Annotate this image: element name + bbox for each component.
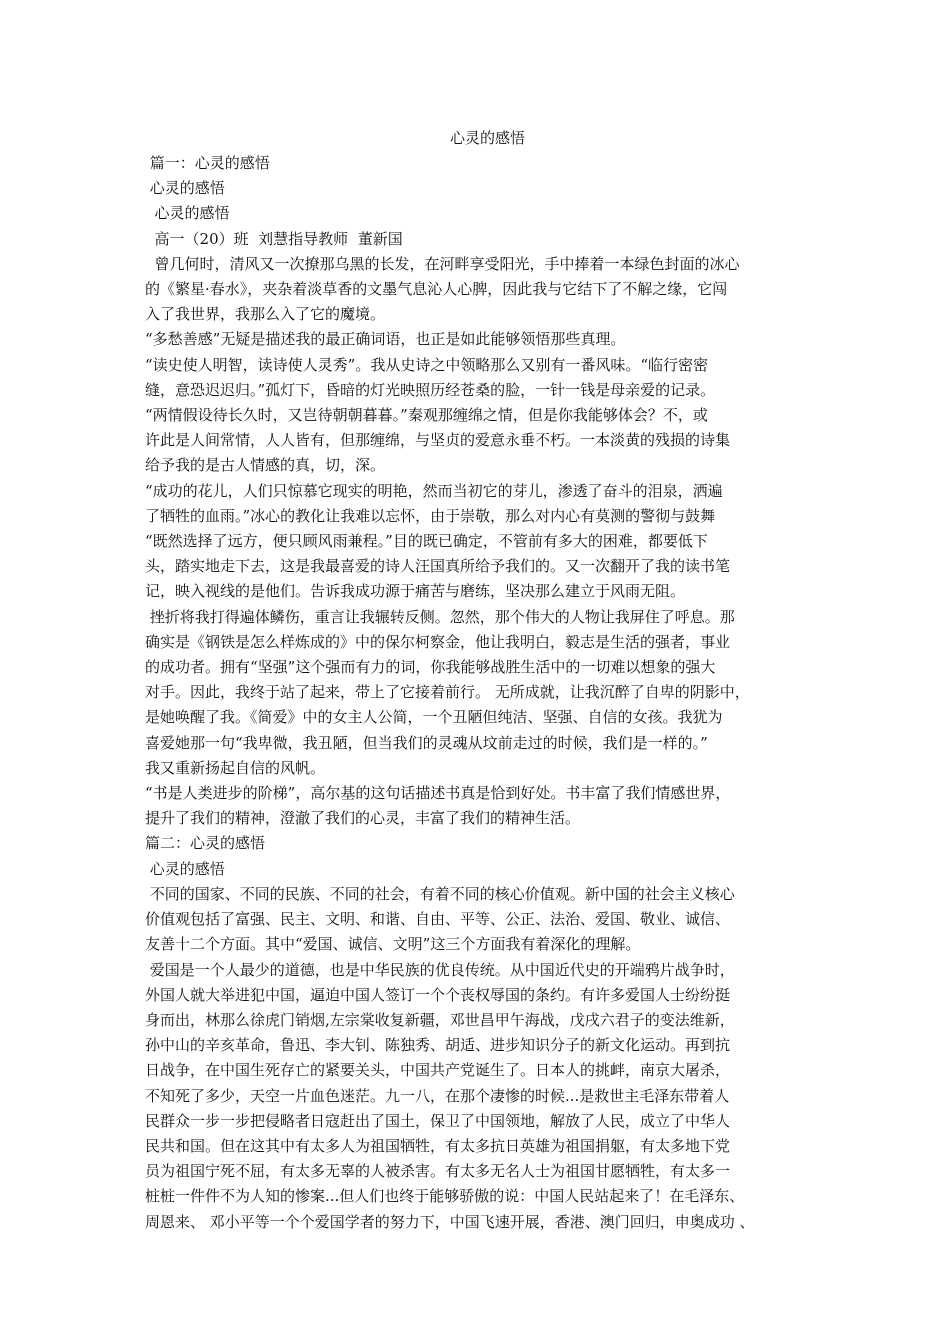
text-line: 心灵的感悟 [145,204,230,223]
text-line: “既然选择了远方，便只顾风雨兼程。”目的既已确定，不管前有多大的困难，都要低下 [145,532,708,551]
text-line: “成功的花儿，人们只惊慕它现实的明艳，然而当初它的芽儿，渗透了奋斗的泪泉，洒遍 [145,481,723,500]
text-line: 爱国是一个人最少的道德，也是中华民族的优良传统。从中国近代史的开端鸦片战争时， [145,960,735,979]
text-line: 不同的国家、不同的民族、不同的社会，有着不同的核心价值观。新中国的社会主义核心 [145,884,735,903]
text-line: 对手。因此，我终于站了起来，带上了它接着前行。 无所成就，让我沉醉了自卑的阴影中， [145,683,750,702]
text-line: 挫折将我打得遍体鳞伤，重言让我辗转反侧。忽然，那个伟大的人物让我屏住了呼息。那 [145,607,735,626]
text-line: 孙中山的辛亥革命，鲁迅、李大钊、陈独秀、胡适、进步知识分子的新文化运动。再到抗 [145,1036,731,1055]
text-line: 价值观包括了富强、民主、文明、和谐、自由、平等、公正、法治、爱国、敬业、诚信、 [145,910,731,929]
text-line: 民共和国。但在这其中有太多人为祖国牺牲，有太多抗日英雄为祖国捐躯，有太多地下党 [145,1136,731,1155]
text-line: 给予我的是古人情感的真，切，深。 [145,456,386,475]
text-line: 不知死了多少，天空一片血色迷茫。九一八，在那个凄惨的时候...是救世主毛泽东带着人 [145,1086,730,1105]
text-line: 的《繁星·春水》，夹杂着淡草香的文墨气息沁人心脾，因此我与它结下了不解之缘，它闯 [145,280,728,299]
text-line: 提升了我们的精神，澄澈了我们的心灵，丰富了我们的精神生活。 [145,809,581,828]
text-line: 桩桩一件件不为人知的惨案...但人们也终于能够骄傲的说：中国人民站起来了！在毛泽东、 [145,1187,745,1206]
text-line: 篇一：心灵的感悟 [145,154,270,172]
document-body [145,151,830,1235]
text-line: 确实是《钢铁是怎么样炼成的》中的保尔柯察金，他让我明白，毅志是生活的强者，事业 [145,632,731,651]
text-line: 身而出，林那么徐虎门销烟,左宗棠收复新疆，邓世昌甲午海战，戊戌六君子的变法维新， [145,1010,735,1029]
text-line: 民群众一步一步把侵略者日寇赶出了国土，保卫了中国领地，解放了人民，成立了中华人 [145,1111,731,1130]
text-line: 许此是人间常情，人人皆有，但那缠绵，与坚贞的爱意永垂不朽。一本淡黄的残损的诗集 [145,431,731,450]
document-title: 心灵的感悟 [449,129,525,147]
text-line: 高一（20）班 刘慧指导教师 董新国 [145,229,403,248]
text-line: 入了我世界，我那么入了它的魔境。 [145,305,386,324]
text-line: 篇二：心灵的感悟 [145,834,266,853]
document-page [145,126,830,1235]
text-line: 缝，意恐迟迟归。”孤灯下，昏暗的灯光映照历经苍桑的脸，一针一钱是母亲爱的记录。 [145,380,716,399]
text-line: 记，映入视线的是他们。告诉我成功源于痛苦与磨练，坚决那么建立于风雨无阻。 [145,582,686,601]
text-line: “两情假设待长久时，又岂待朝朝暮暮。”秦观那缠绵之情，但是你我能够体会？不，或 [145,406,708,425]
text-line: 了牺牲的血雨。”冰心的教化让我难以忘怀，由于崇敬，那么对内心有莫测的警彻与鼓舞 [145,506,716,525]
text-line: “读史使人明智，读诗使人灵秀”。我从史诗之中领略那么又别有一番风味。“临行密密 [145,355,709,374]
text-line: 喜爱她那一句“我卑微，我丑陋，但当我们的灵魂从坟前走过的时候，我们是一样的。” [145,733,708,752]
text-line: 外国人就大举进犯中国，逼迫中国人签订一个个丧权辱国的条约。有许多爱国人士纷纷挺 [145,985,731,1004]
text-line: 是她唤醒了我。《简爱》中的女主人公简，一个丑陋但纯洁、坚强、自信的女孩。我犹为 [145,708,723,727]
text-line: “书是人类进步的阶梯”，高尔基的这句话描述书真是恰到好处。书丰富了我们情感世界， [145,784,731,803]
text-line: 员为祖国宁死不屈，有太多无辜的人被杀害。有太多无名人士为祖国甘愿牺牲，有太多一 [145,1162,731,1181]
text-line: 日战争，在中国生死存亡的紧要关头，中国共产党诞生了。日本人的挑衅，南京大屠杀， [145,1061,731,1080]
text-line: 心灵的感悟 [145,859,225,878]
text-line: 头，踏实地走下去，这是我最喜爱的诗人汪国真所给予我们的。又一次翻开了我的读书笔 [145,557,731,576]
text-line: “多愁善感”无疑是描述我的最正确词语，也正是如此能够领悟那些真理。 [145,330,626,349]
text-line: 心灵的感悟 [145,179,225,198]
text-line: 友善十二个方面。其中“爱国、诚信、文明”这三个方面我有着深化的理解。 [145,935,641,954]
text-line: 周恩来、 邓小平等一个个爱国学者的努力下，中国飞速开展，香港、澳门回归，申奥成功 、 [145,1212,755,1231]
text-line: 曾几何时，清风又一次撩那乌黑的长发，在河畔享受阳光，手中捧着一本绿色封面的冰心 [145,254,740,273]
text-line: 的成功者。拥有“坚强”这个强而有力的词，你我能够战胜生活中的一切难以想象的强大 [145,658,716,677]
text-line: 我又重新扬起自信的风帆。 [145,758,326,777]
